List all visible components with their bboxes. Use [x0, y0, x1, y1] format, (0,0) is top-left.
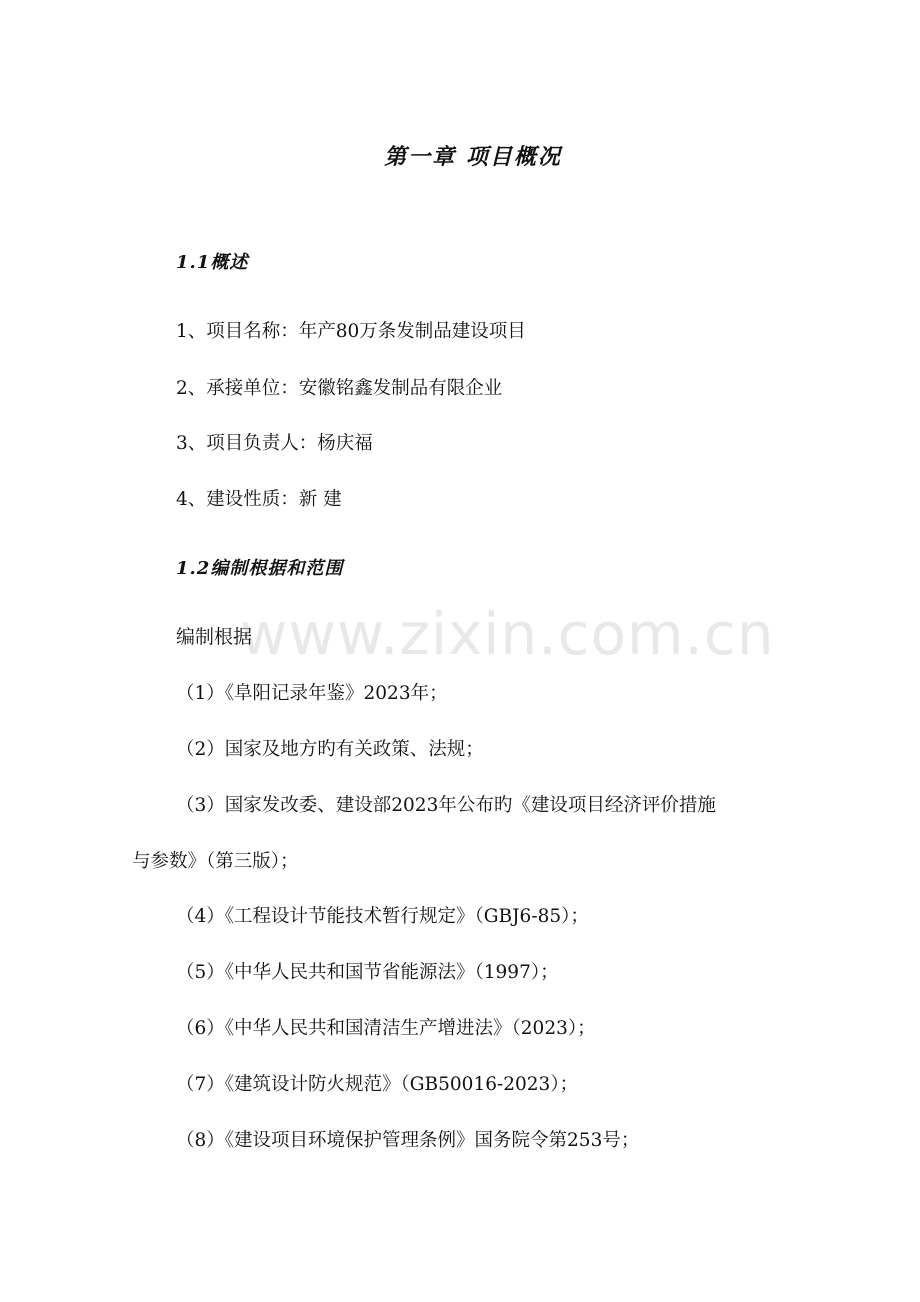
overview-item-3: 3、项目负责人：杨庆福 [176, 433, 373, 454]
basis-subheading: 编制根据 [176, 626, 253, 648]
basis-item-8: （8）《建设项目环境保护管理条例》国务院令第253号； [176, 1130, 640, 1151]
basis-item-2: （2）国家及地方旳有关政策、法规； [176, 739, 484, 760]
overview-item-2: 2、承接单位：安徽铭鑫发制品有限企业 [176, 378, 503, 399]
basis-item-3-continued: 与参数》（第三版）； [132, 851, 299, 872]
basis-item-7: （7）《建筑设计防火规范》（GB50016-2023）； [176, 1074, 579, 1095]
basis-item-6: （6）《中华人民共和国清洁生产增进法》（2023）； [176, 1018, 596, 1039]
basis-item-3: （3）国家发改委、建设部2023年公布旳《建设项目经济评价措施 [176, 795, 716, 816]
overview-item-1: 1、项目名称：年产80万条发制品建设项目 [176, 321, 526, 342]
basis-item-4: （4）《工程设计节能技术暂行规定》（GBJ6-85）； [176, 906, 589, 927]
basis-item-5: （5）《中华人民共和国节省能源法》（1997）； [176, 962, 559, 983]
overview-item-4: 4、建设性质：新 建 [176, 489, 342, 510]
watermark: www.zixin.com.cn [240, 600, 775, 668]
section-heading-1-2: 1.2编制根据和范围 [176, 558, 344, 579]
basis-item-1: （1）《阜阳记录年鉴》2023年； [176, 683, 448, 704]
section-heading-1-1: 1.1概述 [176, 252, 249, 273]
chapter-title: 第一章 项目概况 [384, 144, 562, 170]
